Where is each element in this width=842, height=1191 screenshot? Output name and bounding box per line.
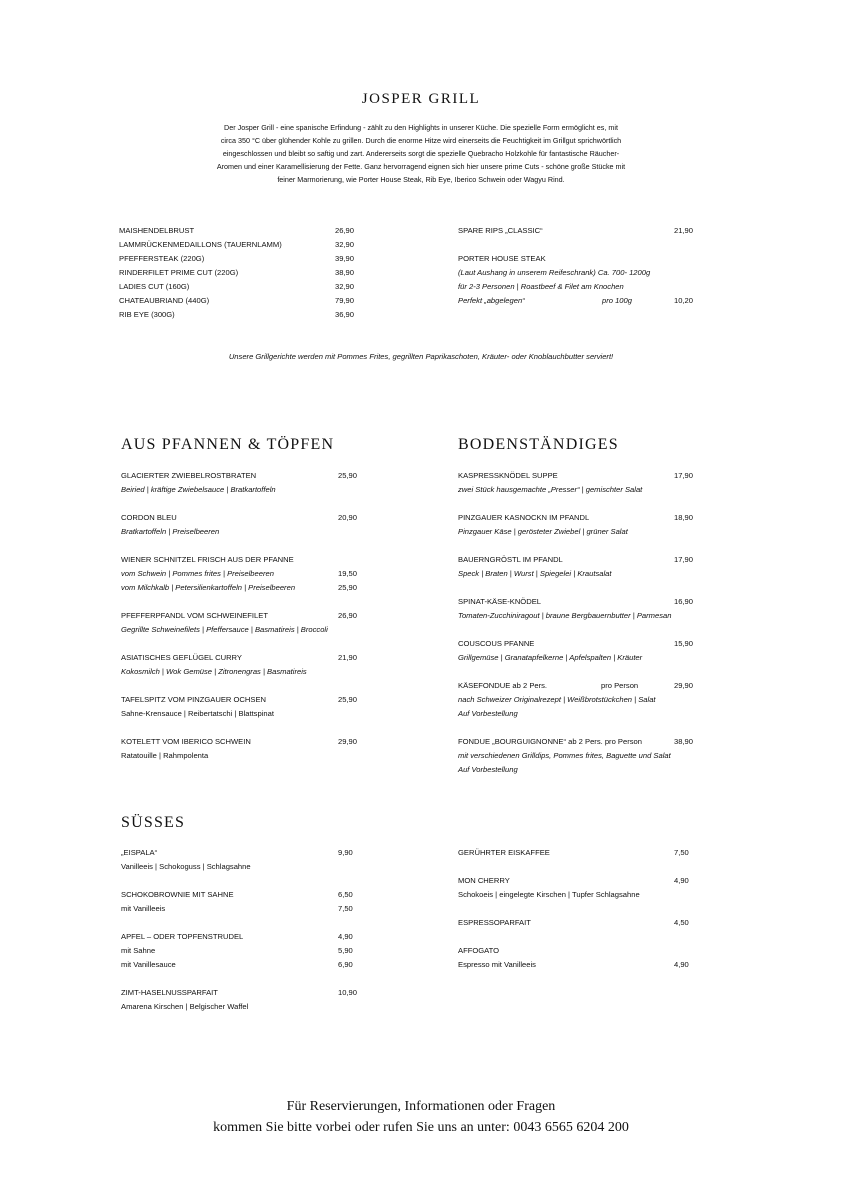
menu-item-price: 21,90: [338, 653, 358, 662]
menu-item-name: TAFELSPITZ VOM PINZGAUER OCHSEN: [121, 695, 267, 704]
menu-item-desc: Pinzgauer Käse | gerösteter Zwiebel | grüner Salat: [458, 527, 628, 536]
menu-item-name: RINDERFILET PRIME CUT (220G): [119, 268, 239, 277]
grill-note: Unsere Grillgerichte werden mit Pommes Frites, gegrillten Paprikaschoten, Kräuter- oder Knoblauchbutter serviert!: [228, 352, 614, 361]
menu-item-name: BAUERNGRÖSTL IM PFANDL: [458, 555, 563, 564]
menu-item-name: GERÜHRTER EISKAFFEE: [458, 848, 550, 857]
menu-item-desc: vom Schwein | Pommes frites | Preiselbeeren: [121, 569, 274, 578]
menu-item-desc: Bratkartoffeln | Preiselbeeren: [121, 527, 220, 536]
menu-item-name: RIB EYE (300G): [119, 310, 175, 319]
menu-item-desc: zwei Stück hausgemachte „Presser“ | gemischter Salat: [458, 485, 643, 494]
menu-item-desc: Tomaten-Zucchiniragout | braune Bergbauernbutter | Parmesan: [458, 611, 672, 620]
menu-item-desc: Speck | Braten | Wurst | Spiegelei | Krautsalat: [458, 569, 612, 578]
menu-item-price: 5,90: [338, 946, 353, 955]
footer-contact: [0, 1096, 842, 1138]
menu-item-name: SPINAT-KÄSE-KNÖDEL: [458, 597, 541, 606]
menu-item-name: SCHOKOBROWNIE MIT SAHNE: [121, 890, 234, 899]
section-title-bodenstaendiges: BODENSTÄNDIGES: [458, 436, 619, 453]
menu-item-price: 20,90: [338, 513, 358, 522]
menu-item-price: 25,90: [338, 583, 358, 592]
menu-item-price: 18,90: [674, 513, 694, 522]
section-title-pfannen: AUS PFANNEN & TÖPFEN: [121, 436, 335, 453]
footer-line-1: Für Reservierungen, Informationen oder Fragen: [286, 1099, 556, 1114]
menu-item-unit: pro 100g: [602, 296, 632, 305]
menu-item-price: 17,90: [674, 471, 694, 480]
menu-item-price: 25,90: [338, 695, 358, 704]
menu-item-price: 38,90: [674, 737, 694, 746]
menu-item-price: 29,90: [338, 737, 358, 746]
menu-item-price: 4,90: [674, 960, 689, 969]
menu-item-price: 7,50: [674, 848, 689, 857]
menu-item-desc: Ratatouille | Rahmpolenta: [121, 751, 209, 760]
menu-item-price: 6,90: [338, 960, 353, 969]
menu-item-name: ASIATISCHES GEFLÜGEL CURRY: [121, 653, 242, 662]
menu-item-price: 15,90: [674, 639, 694, 648]
menu-item-name: AFFOGATO: [458, 946, 500, 955]
menu-item-price: 26,90: [338, 611, 358, 620]
menu-item-price: 38,90: [335, 268, 355, 277]
menu-item-desc: Grillgemüse | Granatapfelkerne | Apfelspalten | Kräuter: [458, 653, 643, 662]
menu-item-name: PFEFFERSTEAK (220G): [119, 254, 205, 263]
menu-item-name: KÄSEFONDUE ab 2 Pers.: [458, 681, 548, 690]
menu-item-desc: Gegrillte Schweinefilets | Pfeffersauce | Basmatireis | Broccoli: [121, 625, 328, 634]
menu-item-name: CHATEAUBRIAND (440G): [119, 296, 210, 305]
menu-item-desc: (Laut Aushang in unserem Reifeschrank) Ca. 700- 1200g: [458, 268, 651, 277]
menu-item-desc: mit Vanilleeis: [121, 904, 166, 913]
menu-item-desc: mit verschiedenen Grilldips, Pommes frites, Baguette und Salat: [458, 751, 671, 760]
menu-item-desc: Auf Vorbestellung: [458, 709, 518, 718]
section-title-suesses: SÜSSES: [121, 814, 186, 831]
menu-item-price: 9,90: [338, 848, 353, 857]
menu-item-price: 39,90: [335, 254, 355, 263]
menu-item-desc: Espresso mit Vanilleeis: [458, 960, 536, 969]
menu-item-desc: vom Milchkalb | Petersilienkartoffeln | Preiselbeeren: [121, 583, 296, 592]
menu-item-desc: mit Sahne: [121, 946, 156, 955]
menu-item-name: ZIMT-HASELNUSSPARFAIT: [121, 988, 218, 997]
menu-item-name: FONDUE „BOURGUIGNONNE“ ab 2 Pers. pro Person: [458, 737, 642, 746]
intro-line: Aromen und einer Karamellisierung der Fette. Ganz hervorragend eignen sich hier unsere prime Cuts - schöne große Stücke mit: [216, 161, 626, 171]
intro-line: feiner Marmorierung, wie Porter House Steak, Rib Eye, Iberico Schwein oder Wagyu Rind.: [277, 174, 565, 184]
intro-line: circa 350 °C über glühender Kohle zu grillen. Durch die enorme Hitze wird einerseits die Feuchtigkeit im Grillgut sprichwörtlich: [220, 135, 622, 145]
menu-item-name: „EISPALA“: [121, 848, 158, 857]
menu-item-price: 29,90: [674, 681, 694, 690]
menu-item-price: 6,50: [338, 890, 353, 899]
menu-item-desc: Auf Vorbestellung: [458, 765, 518, 774]
menu-item-price: 7,50: [338, 904, 353, 913]
menu-item-price: 21,90: [674, 226, 694, 235]
menu-item-unit: pro Person: [601, 681, 639, 690]
menu-item-price: 4,90: [338, 932, 353, 941]
menu-item-price: 26,90: [335, 226, 355, 235]
menu-item-desc: mit Vanillesauce: [121, 960, 176, 969]
josper-intro: [150, 122, 692, 187]
menu-item-price: 32,90: [335, 240, 355, 249]
menu-item-name: PINZGAUER KASNOCKN IM PFANDL: [458, 513, 590, 522]
menu-item-price: 19,50: [338, 569, 358, 578]
menu-item-name: ESPRESSOPARFAIT: [458, 918, 531, 927]
menu-item-price: 36,90: [335, 310, 355, 319]
menu-item-name: WIENER SCHNITZEL FRISCH AUS DER PFANNE: [121, 555, 294, 564]
menu-item-price: 25,90: [338, 471, 358, 480]
footer-line-2: kommen Sie bitte vorbei oder rufen Sie uns an unter: 0043 6565 6204 200: [213, 1120, 629, 1135]
menu-item-desc: Perfekt „abgelegen“: [458, 296, 525, 305]
menu-item-desc: Schokoeis | eingelegte Kirschen | Tupfer Schlagsahne: [458, 890, 640, 899]
menu-item-name: GLACIERTER ZWIEBELROSTBRATEN: [121, 471, 257, 480]
menu-item-desc: Sahne-Krensauce | Reibertatschi | Blattspinat: [121, 709, 274, 718]
menu-item-desc: Beiried | kräftige Zwiebelsauce | Bratkartoffeln: [121, 485, 276, 494]
menu-item-price: 4,90: [674, 876, 689, 885]
menu-item-price: 10,90: [338, 988, 358, 997]
menu-item-name: MON CHERRY: [458, 876, 510, 885]
menu-item-price: 32,90: [335, 282, 355, 291]
menu-item-price: 10,20: [674, 296, 694, 305]
menu-item-desc: für 2-3 Personen | Roastbeef & Filet am Knochen: [458, 282, 624, 291]
menu-item-name: KASPRESSKNÖDEL SUPPE: [458, 471, 558, 480]
menu-item-desc: Vanilleeis | Schokoguss | Schlagsahne: [121, 862, 251, 871]
josper-grill-title: JOSPER GRILL: [361, 91, 481, 107]
menu-item-name: MAISHENDELBRUST: [119, 226, 195, 235]
menu-item-name: KOTELETT VOM IBERICO SCHWEIN: [121, 737, 251, 746]
intro-line: eingeschlossen und bleibt so saftig und zart. Andererseits sorgt die spezielle Quebracho Holzkohle für fantastische Räucher-: [222, 148, 620, 158]
intro-line: Der Josper Grill - eine spanische Erfindung - zählt zu den Highlights in unserer Küche. Die spezielle Form ermöglicht es, mit: [224, 123, 618, 132]
menu-item-name: LAMMRÜCKENMEDAILLONS (TAUERNLAMM): [119, 240, 282, 249]
menu-item-name: PFEFFERPFANDL VOM SCHWEINEFILET: [121, 611, 268, 620]
menu-item-desc: nach Schweizer Originalrezept | Weißbrotstückchen | Salat: [458, 695, 656, 704]
menu-item-desc: Amarena Kirschen | Belgischer Waffel: [121, 1002, 249, 1011]
menu-item-price: 16,90: [674, 597, 694, 606]
menu-item-name: CORDON BLEU: [121, 513, 177, 522]
menu-item-name: LADIES CUT (160G): [119, 282, 190, 291]
menu-item-price: 79,90: [335, 296, 355, 305]
menu-item-name: APFEL – ODER TOPFENSTRUDEL: [121, 932, 244, 941]
menu-item-name: COUSCOUS PFANNE: [458, 639, 535, 648]
menu-item-desc: Kokosmilch | Wok Gemüse | Zitronengras | Basmatireis: [121, 667, 307, 676]
menu-item-name: PORTER HOUSE STEAK: [458, 254, 546, 263]
menu-item-price: 4,50: [674, 918, 689, 927]
menu-item-price: 17,90: [674, 555, 694, 564]
menu-item-name: SPARE RIPS „CLASSIC“: [458, 226, 543, 235]
